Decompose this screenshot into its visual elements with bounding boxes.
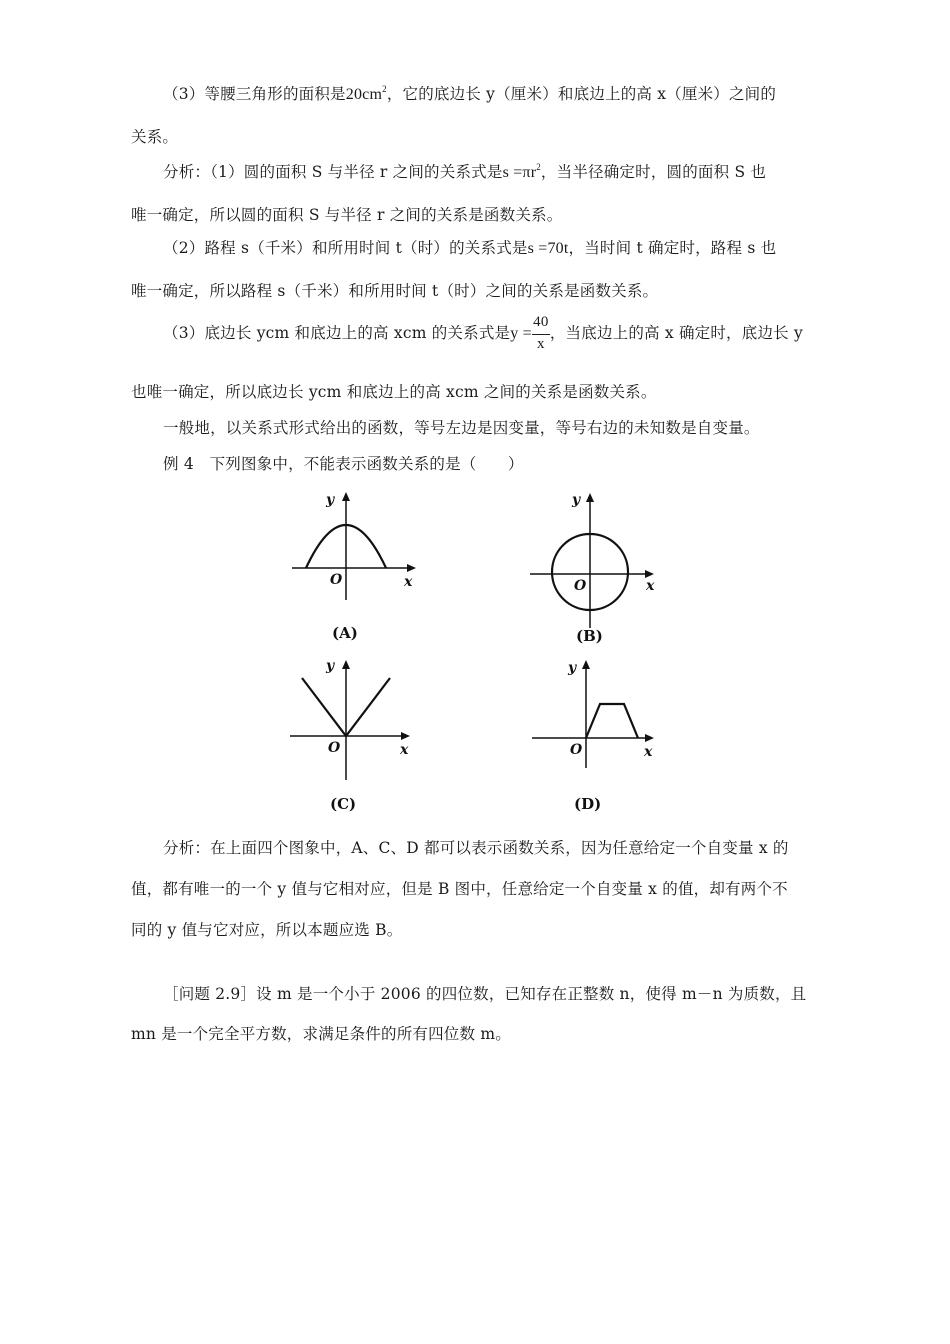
y-axis-arrow	[342, 660, 350, 669]
formula-lhs: y =	[510, 325, 532, 342]
problem-line-1: ［问题 2.9］设 m 是一个小于 2006 的四位数，已知存在正整数 n，使得 m－n 为质数，且	[163, 985, 807, 1003]
x-axis-arrow	[645, 734, 654, 742]
caption-b: (B)	[576, 627, 603, 645]
x-label: x	[646, 578, 655, 594]
fraction	[532, 314, 550, 354]
paragraph-1-line-2: 关系。	[131, 128, 179, 146]
analysis-line-3: 同的 y 值与它对应，所以本题应选 B。	[131, 921, 403, 939]
x-axis-arrow	[401, 732, 410, 740]
fraction-numerator: 40	[533, 314, 549, 330]
fraction-denominator: x	[537, 336, 545, 352]
x-axis-arrow	[645, 570, 654, 578]
x-label: x	[644, 744, 653, 760]
origin-label: O	[574, 578, 587, 594]
x-axis-arrow	[407, 564, 416, 572]
fraction-bar	[532, 334, 550, 335]
example-4-question: 例 4 下列图象中，不能表示函数关系的是（ ）	[163, 455, 524, 473]
paragraph-4-line-1	[163, 314, 803, 354]
formula-circle-area: s =πr	[502, 164, 537, 181]
graph-a	[282, 488, 442, 652]
y-label: y	[572, 492, 581, 508]
paragraph-4-line-2: 也唯一确定，所以底边长 ycm 和底边上的高 xcm 之间的关系是函数关系。	[131, 383, 657, 401]
problem-line-2: mn 是一个完全平方数，求满足条件的所有四位数 m。	[131, 1025, 511, 1043]
graph-d	[522, 656, 682, 820]
analysis-line-1: 分析：在上面四个图象中，A、C、D 都可以表示函数关系，因为任意给定一个自变量 x 的	[163, 839, 789, 857]
paragraph-2-line-2: 唯一确定，所以圆的面积 S 与半径 r 之间的关系是函数关系。	[131, 206, 563, 224]
superscript: 2	[382, 84, 387, 94]
y-axis-arrow	[582, 660, 590, 669]
caption-d: (D)	[574, 795, 602, 813]
text: （2）路程 s（千米）和所用时间 t（时）的关系式是	[163, 239, 528, 257]
origin-label: O	[570, 742, 583, 758]
caption-c: (C)	[330, 795, 357, 813]
text: ，它的底边长 y（厘米）和底边上的高 x（厘米）之间的	[386, 85, 777, 103]
graph-c	[282, 656, 442, 820]
text: （3）等腰三角形的面积是	[163, 85, 346, 103]
x-label: x	[400, 742, 409, 758]
y-label: y	[326, 658, 335, 674]
trapezoid-curve	[586, 704, 638, 738]
y-label: y	[568, 660, 577, 676]
y-axis-arrow	[342, 492, 350, 501]
paragraph-3-line-2: 唯一确定，所以路程 s（千米）和所用时间 t（时）之间的关系是函数关系。	[131, 282, 659, 300]
y-axis-arrow	[586, 493, 594, 502]
graph-b	[522, 488, 682, 652]
paragraph-2-line-1	[163, 160, 766, 182]
origin-label: O	[328, 740, 341, 756]
area-value: 20cm	[345, 86, 383, 103]
text: ，当底边上的高 x 确定时，底边长 y	[549, 324, 803, 342]
text: （3）底边长 ycm 和底边上的高 xcm 的关系式是	[163, 324, 511, 342]
paragraph-5: 一般地，以关系式形式给出的函数，等号左边是因变量，等号右边的未知数是自变量。	[163, 419, 760, 437]
text: ，当半径确定时，圆的面积 S 也	[540, 163, 767, 181]
x-label: x	[404, 574, 413, 590]
paragraph-1-line-1	[163, 82, 776, 104]
paragraph-3-line-1	[163, 236, 776, 258]
caption-a: (A)	[332, 624, 358, 642]
text: ，当时间 t 确定时，路程 s 也	[568, 239, 777, 257]
origin-label: O	[330, 572, 343, 588]
formula-distance: s =70t	[527, 240, 569, 257]
y-label: y	[326, 492, 335, 508]
analysis-line-2: 值，都有唯一的一个 y 值与它相对应，但是 B 图中，任意给定一个自变量 x 的值，却有两个不	[131, 880, 788, 898]
superscript: 2	[536, 162, 541, 172]
text: 分析：（1）圆的面积 S 与半径 r 之间的关系式是	[163, 163, 503, 181]
